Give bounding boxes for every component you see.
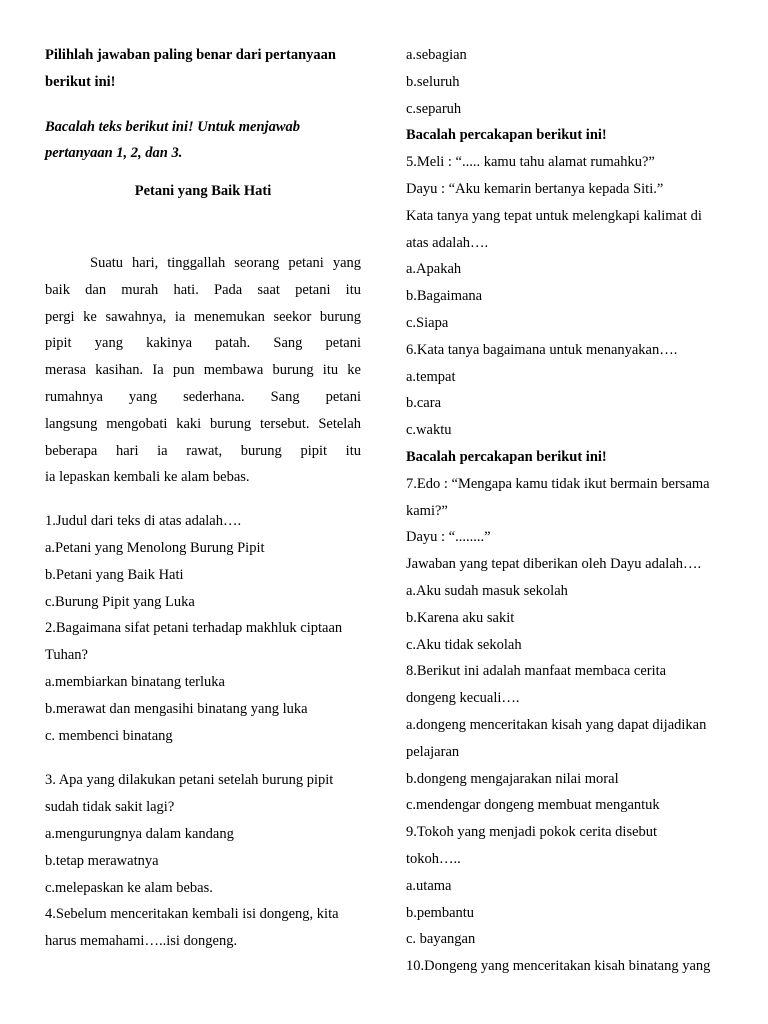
answer-option: c.waktu (406, 422, 452, 439)
question-text: 9.Tokoh yang menjadi pokok cerita disebut (406, 824, 658, 841)
question-text: 6.Kata tanya bagaimana untuk menanyakan…. (406, 341, 678, 358)
instruction-line: Pilihlah jawaban paling benar dari pertanyaan (45, 47, 336, 63)
conversation-heading: Bacalah percakapan berikut ini! (406, 448, 607, 465)
question-text: Kata tanya yang tepat untuk melengkapi kalimat di (406, 207, 702, 224)
answer-option: c.mendengar dongeng membuat mengantuk (406, 797, 660, 814)
question-text: sudah tidak sakit lagi? (45, 799, 175, 816)
story-line: merasa kasihan. Ia pun membawa burung itu ke (45, 362, 361, 379)
story-line: beberapa hari ia rawat, burung pipit itu (45, 442, 361, 459)
question-text: Dayu : “........” (406, 529, 491, 546)
answer-option: b.merawat dan mengasihi binatang yang luka (45, 700, 308, 717)
answer-option: c.Siapa (406, 314, 449, 331)
answer-option: a.utama (406, 877, 452, 894)
story-line: Suatu hari, tinggallah seorang petani yang (90, 254, 361, 271)
answer-option: b.Petani yang Baik Hati (45, 566, 184, 583)
question-text: Tuhan? (45, 647, 88, 664)
question-10 (406, 953, 730, 980)
question-9 (406, 819, 730, 953)
answer-option: a.Aku sudah masuk sekolah (406, 582, 568, 599)
answer-option: c.Burung Pipit yang Luka (45, 593, 195, 610)
answer-option: a.Petani yang Menolong Burung Pipit (45, 539, 265, 556)
question-text: tokoh….. (406, 850, 461, 867)
question-6 (406, 337, 730, 444)
question-7 (406, 471, 730, 659)
answer-option: a.sebagian (406, 47, 467, 63)
answer-option: a.mengurungnya dalam kandang (45, 825, 234, 842)
question-text: Dayu : “Aku kemarin bertanya kepada Siti.” (406, 180, 664, 197)
story-line: pergi ke sawahnya, ia menemukan seekor burung (45, 308, 361, 325)
story-line: rumahnya yang sederhana. Sang petani (45, 388, 361, 405)
question-text: 8.Berikut ini adalah manfaat membaca cerita (406, 663, 667, 680)
story-paragraph (45, 250, 361, 491)
question-2 (45, 615, 361, 749)
answer-option: pelajaran (406, 743, 460, 760)
question-text: harus memahami…..isi dongeng. (45, 933, 238, 950)
question-3 (45, 767, 361, 901)
answer-option: c.separuh (406, 100, 462, 117)
answer-option: c. bayangan (406, 931, 476, 948)
answer-option: b.cara (406, 395, 442, 412)
question-8 (406, 658, 730, 819)
answer-option: b.seluruh (406, 73, 460, 90)
question-text: 10.Dongeng yang menceritakan kisah binatang yang (406, 958, 711, 975)
story-line: langsung mengobati kaki burung tersebut. Setelah (45, 415, 361, 432)
reading-instruction-line: pertanyaan 1, 2, dan 3. (45, 145, 183, 162)
answer-option: c.Aku tidak sekolah (406, 636, 522, 653)
question-text: 4.Sebelum menceritakan kembali isi dongeng, kita (45, 906, 339, 923)
answer-option: a.membiarkan binatang terluka (45, 673, 225, 690)
answer-option: b.Bagaimana (406, 288, 483, 305)
reading-instruction-line: Bacalah teks berikut ini! Untuk menjawab (45, 118, 301, 135)
question-text: 2.Bagaimana sifat petani terhadap makhluk ciptaan (45, 620, 343, 637)
story-line: baik dan murah hati. Pada saat petani itu (45, 281, 361, 298)
answer-option: b.pembantu (406, 904, 475, 921)
instruction-line: berikut ini! (45, 73, 116, 90)
question-text: atas adalah…. (406, 234, 489, 251)
answer-option: c.melepaskan ke alam bebas. (45, 879, 213, 896)
question-text: 7.Edo : “Mengapa kamu tidak ikut bermain bersama (406, 475, 710, 492)
question-4-options (406, 42, 730, 122)
question-text: kami?” (406, 502, 448, 519)
answer-option: c. membenci binatang (45, 727, 173, 744)
right-column (406, 42, 730, 980)
left-column (45, 42, 361, 955)
answer-option: a.Apakah (406, 261, 462, 278)
question-text: Jawaban yang tepat diberikan oleh Dayu adalah…. (406, 556, 702, 573)
story-title: Petani yang Baik Hati (134, 183, 272, 200)
question-5 (406, 149, 730, 337)
story-line: pipit yang kakinya patah. Sang petani (45, 335, 361, 352)
question-text: dongeng kecuali…. (406, 690, 520, 707)
conversation-heading: Bacalah percakapan berikut ini! (406, 127, 607, 144)
question-4 (45, 901, 361, 955)
answer-option: b.tetap merawatnya (45, 852, 159, 869)
question-text: 1.Judul dari teks di atas adalah…. (45, 513, 242, 530)
question-text: 3. Apa yang dilakukan petani setelah burung pipit (45, 772, 334, 789)
answer-option: a.dongeng menceritakan kisah yang dapat dijadikan (406, 716, 707, 733)
question-1 (45, 508, 361, 615)
answer-option: b.dongeng mengajarakan nilai moral (406, 770, 619, 787)
answer-option: a.tempat (406, 368, 456, 385)
answer-option: b.Karena aku sakit (406, 609, 515, 626)
story-line: ia lepaskan kembali ke alam bebas. (45, 469, 250, 486)
question-text: 5.Meli : “..... kamu tahu alamat rumahku?” (406, 154, 655, 171)
